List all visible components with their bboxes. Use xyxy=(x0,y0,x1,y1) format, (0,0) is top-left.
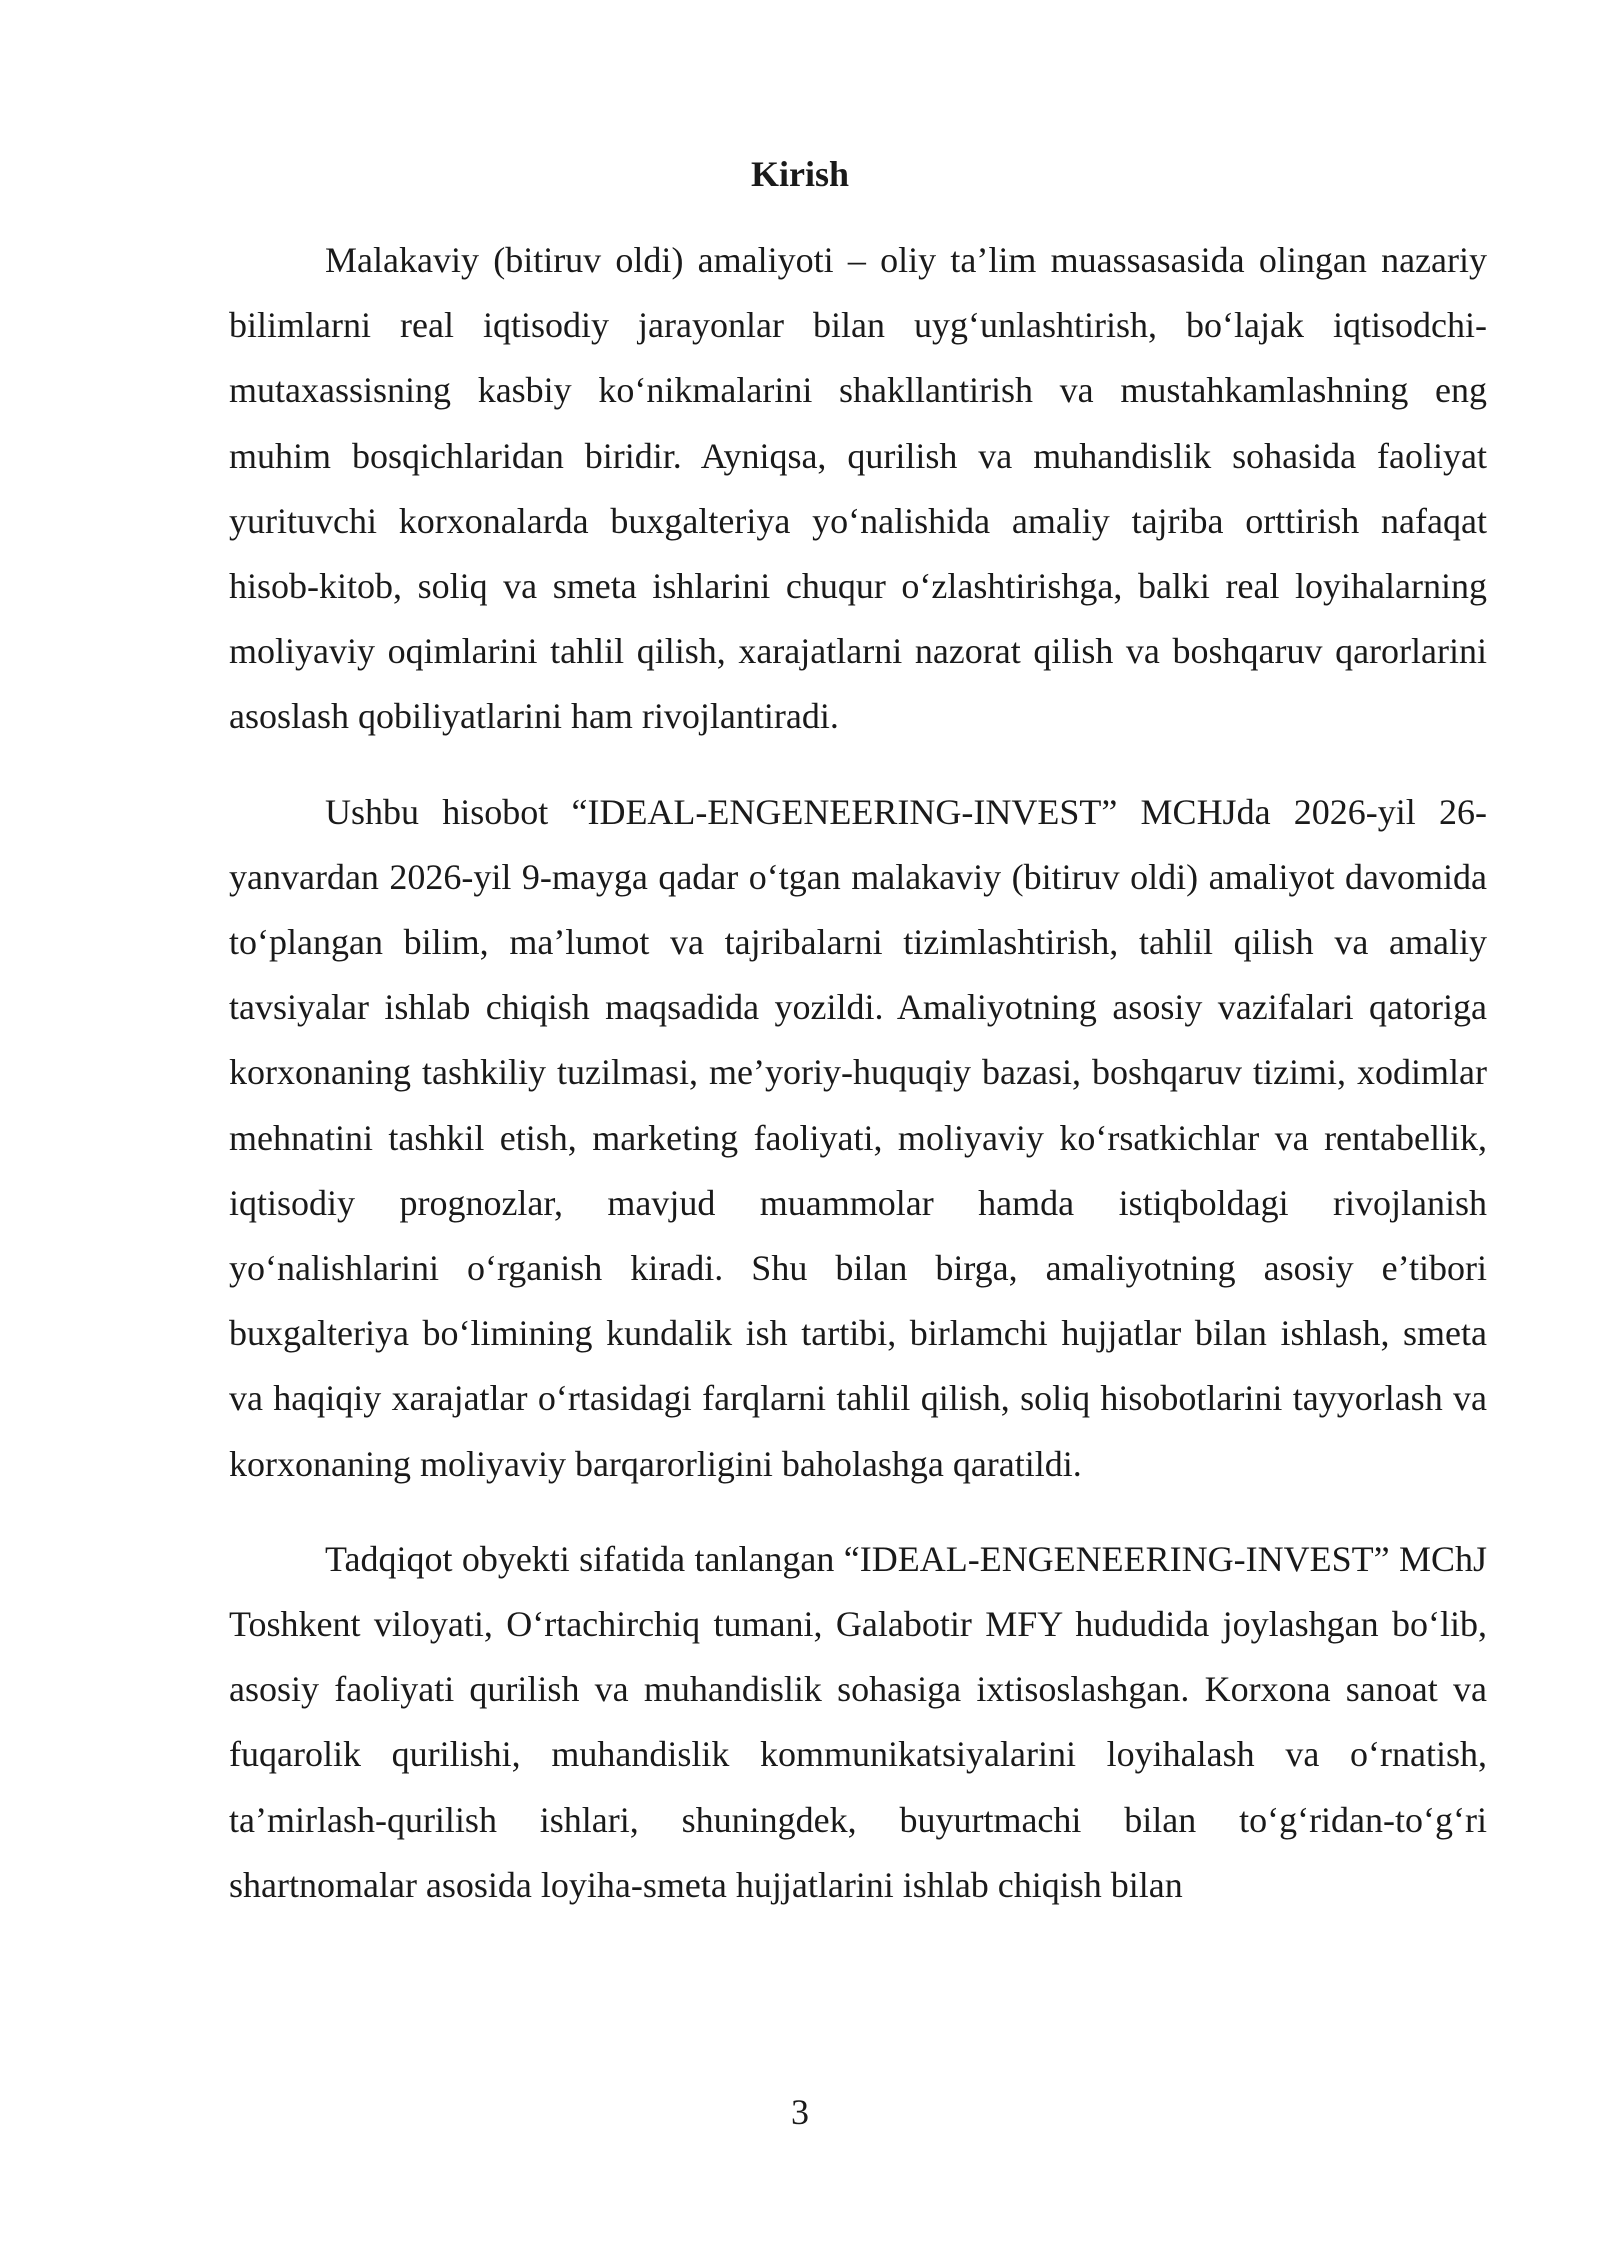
section-heading: Kirish xyxy=(750,154,849,194)
page-number: 3 xyxy=(791,2092,809,2132)
paragraph-1: Malakaviy (bitiruv oldi) amaliyoti – oliy ta’lim muassasasida olingan nazariy bilimlarni real iqtisodiy jarayonlar bilan uyg‘unlashtirish, bo‘lajak iqtisodchi-mutaxassisning kasbiy ko‘nikmalarini shakllantirish va mustahkamlashning eng muhim bosqichlaridan biridir. Ayniqsa, qurilish va muhandislik sohasida faoliyat yurituvchi korxonalarda buxgalteriya yo‘nalishida amaliy tajriba orttirish nafaqat hisob-kitob, soliq va smeta ishlarini chuqur o‘zlashtirishga, balki real loyihalarning moliyaviy oqimlarini tahlil qilish, xarajatlarni nazorat qilish va boshqaruv qarorlarini asoslash qobiliyatlarini ham rivojlantiradi. xyxy=(229,240,1487,737)
paragraph-2: Ushbu hisobot “IDEAL-ENGENEERING-INVEST” MCHJda 2026-yil 26-yanvardan 2026-yil 9-mayga qadar o‘tgan malakaviy (bitiruv oldi) amaliyot davomida to‘plangan bilim, ma’lumot va tajribalarni tizimlashtirish, tahlil qilish va amaliy tavsiyalar ishlab chiqish maqsadida yozildi. Amaliyotning asosiy vazifalari qatoriga korxonaning tashkiliy tuzilmasi, me’yoriy-huquqiy bazasi, boshqaruv tizimi, xodimlar mehnatini tashkil etish, marketing faoliyati, moliyaviy ko‘rsatkichlar va rentabellik, iqtisodiy prognozlar, mavjud muammolar hamda istiqboldagi rivojlanish yo‘nalishlarini o‘rganish kiradi. Shu bilan birga, amaliyotning asosiy e’tibori buxgalteriya bo‘limining kundalik ish tartibi, birlamchi hujjatlar bilan ishlash, smeta va haqiqiy xarajatlar o‘rtasidagi farqlarni tahlil qilish, soliq hisobotlarini tayyorlash va korxonaning moliyaviy barqarorligini baholashga qaratildi. xyxy=(229,791,1487,1484)
body-text xyxy=(229,228,1487,1948)
paragraph-3: Tadqiqot obyekti sifatida tanlangan “IDEAL-ENGENEERING-INVEST” MChJ Toshkent viloyati, O‘rtachirchiq tumani, Galabotir MFY hududida joylashgan bo‘lib, asosiy faoliyati qurilish va muhandislik sohasiga ixtisoslashgan. Korxona sanoat va fuqarolik qurilishi, muhandislik kommunikatsiyalarini loyihalash va o‘rnatish, ta’mirlash-qurilish ishlari, shuningdek, buyurtmachi bilan to‘g‘ridan-to‘g‘ri shartnomalar asosida loyiha-smeta hujjatlarini ishlab chiqish bilan xyxy=(229,1538,1487,1905)
